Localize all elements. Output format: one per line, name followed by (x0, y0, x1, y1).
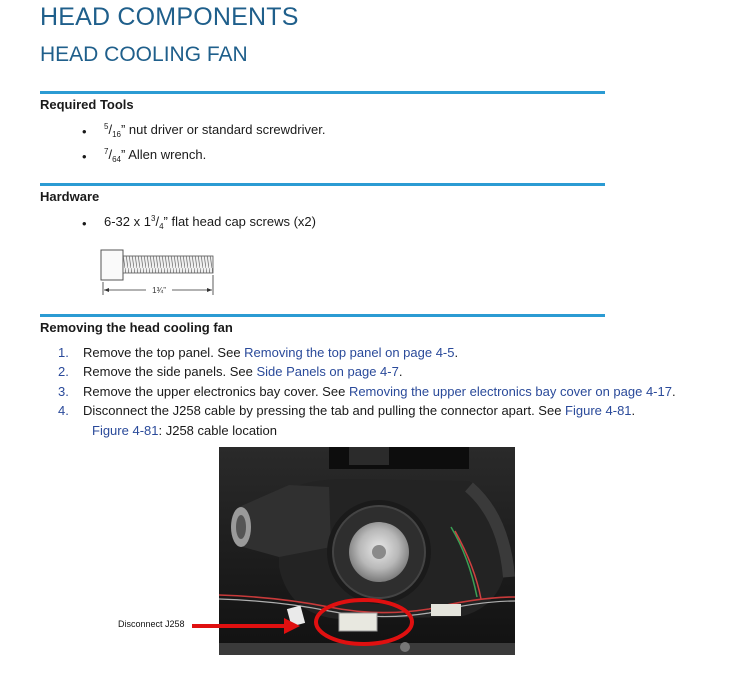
tool-item-2: $^7/_{64}$” Allen wrench. (104, 147, 207, 164)
section-title: HEAD COOLING FAN (40, 43, 248, 66)
callout-label: Disconnect J258 (118, 619, 185, 629)
link-electronics-bay-cover[interactable]: Removing the upper electronics bay cover on page 4-17 (348, 383, 672, 399)
section-rule (40, 91, 605, 94)
step-list (58, 343, 676, 420)
bullet-icon: • (82, 149, 87, 164)
link-side-panels[interactable]: Side Panels on page 4-7 (256, 364, 399, 380)
page-title: HEAD COMPONENTS (40, 3, 299, 31)
section-rule (40, 183, 605, 186)
step-4: 4. Disconnect the J258 cable by pressing the tab and pulling the connector apart. See Figure 4-81. (58, 402, 636, 418)
screw-dimension-label: 1¾” (152, 286, 166, 295)
hardware-item: 6-32 x $1^3/_4$” flat head cap screws (x2) (104, 214, 316, 231)
callout-arrow (190, 618, 302, 638)
procedure-heading: Removing the head cooling fan (40, 320, 233, 335)
step-2: 2. Remove the side panels. See Side Panels on page 4-7. (58, 364, 403, 380)
figure-caption: Figure 4-81: J258 cable location (92, 423, 278, 438)
link-figure-4-81[interactable]: Figure 4-81 (565, 402, 632, 418)
bullet-icon: • (82, 216, 87, 231)
step-3: 3. Remove the upper electronics bay cover. See Removing the upper electronics bay cover on page 4-17. (58, 383, 676, 399)
required-tools-heading: Required Tools (40, 97, 134, 112)
step-1: 1. Remove the top panel. See Removing the top panel on page 4-5. (58, 345, 459, 360)
link-top-panel[interactable]: Removing the top panel on page 4-5 (244, 345, 455, 360)
screw-diagram (98, 248, 220, 298)
section-rule (40, 314, 605, 317)
hardware-heading: Hardware (40, 189, 100, 204)
bullet-icon: • (82, 124, 87, 139)
tool-item-1: $^5/_{16}$” nut driver or standard screwdriver. (104, 122, 326, 139)
